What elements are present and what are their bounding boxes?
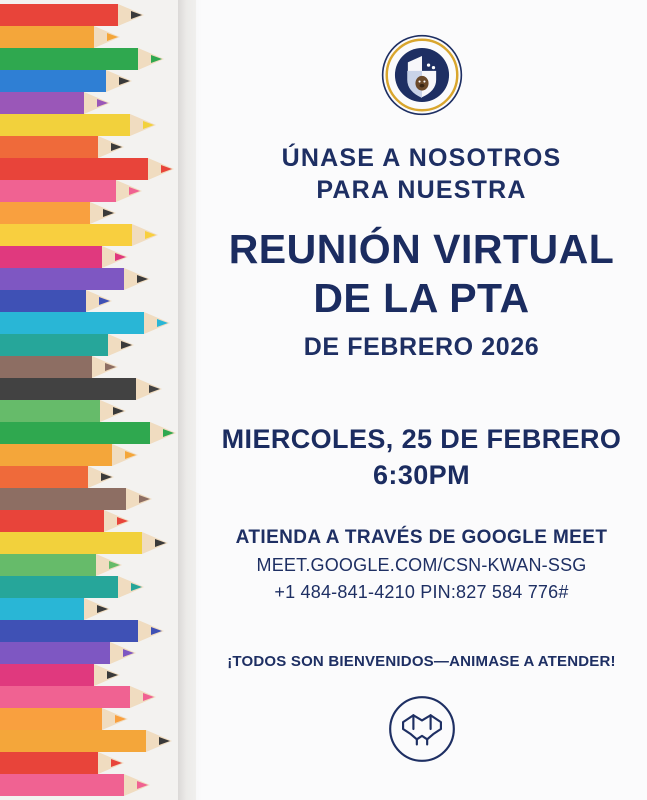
pencil [0,246,128,268]
pencil [0,774,150,796]
pencil [0,4,144,26]
pencil-barrel [0,422,150,444]
pencil-tip [131,11,142,19]
attend-heading: ATIENDA A TRAVÉS DE GOOGLE MEET [235,526,608,548]
pencil [0,598,110,620]
colored-pencils-image [0,0,196,800]
pencil [0,48,164,70]
pencil-barrel [0,752,98,774]
pencil-tip [143,121,154,129]
pencil [0,752,124,774]
pencil [0,510,130,532]
pencil [0,576,144,598]
pencil [0,202,116,224]
pencil-barrel [0,180,116,202]
pencil-barrel [0,114,130,136]
pencil [0,686,156,708]
pencil-tip [139,495,150,503]
pencil-barrel [0,246,102,268]
pencil-barrel [0,466,88,488]
pencil [0,334,134,356]
pencil [0,180,142,202]
pencil-tip [117,517,128,525]
pencil-tip [123,649,134,657]
pencil-tip [149,385,160,393]
pencil [0,92,110,114]
headline-line-2: DE LA PTA [313,274,530,321]
pencil [0,224,158,246]
pencil-tip [97,99,108,107]
pencil-barrel [0,290,86,312]
pencil [0,356,118,378]
pencil-tip [131,583,142,591]
pencil-barrel [0,686,130,708]
pencil-barrel [0,26,94,48]
pencil-barrel [0,70,106,92]
pencil-barrel [0,444,112,466]
pencil-tip [121,341,132,349]
pencil-tip [113,407,124,415]
school-crest-icon [381,34,463,116]
pencil [0,642,136,664]
pencil [0,312,170,334]
pencil-tip [163,429,174,437]
pencil-barrel [0,598,84,620]
pencil-barrel [0,312,144,334]
pencil [0,620,164,642]
headline-line-1: REUNIÓN VIRTUAL [228,226,615,272]
pencil-tip [111,759,122,767]
meeting-time: 6:30PM [373,459,470,490]
pencil-tip [129,187,140,195]
pencil-tip [109,561,120,569]
pencil-tip [143,693,154,701]
pencil-barrel [0,202,90,224]
pencil-tip [107,671,118,679]
intro-text [196,142,647,206]
pencil-barrel [0,268,124,290]
pencil-tip [145,231,156,239]
pencil [0,488,152,510]
pencil-tip [159,737,170,745]
pencil [0,444,138,466]
pencil [0,70,132,92]
pencil-barrel [0,620,138,642]
pencil-tip [125,451,136,459]
pencil-tip [107,33,118,41]
pencil [0,26,120,48]
pencil [0,422,176,444]
pencil-barrel [0,642,110,664]
pencil-barrel [0,774,124,796]
pencil-barrel [0,510,104,532]
pencil-barrel [0,356,92,378]
pencil-barrel [0,400,100,422]
meet-link[interactable]: MEET.GOOGLE.COM/CSN-KWAN-SSG [256,554,587,575]
pencil-tip [99,297,110,305]
pencil-barrel [0,730,146,752]
pencil [0,378,162,400]
welcome-note: ¡TODOS SON BIENVENIDOS—ANIMASE A ATENDER! [227,652,616,670]
pencil-barrel [0,576,118,598]
handshake-icon [379,686,465,772]
pencil-tip [157,319,168,327]
pencil-barrel [0,48,138,70]
pencil [0,268,150,290]
pencil-tip [101,473,112,481]
pencil-barrel [0,708,102,730]
pencil-tip [97,605,108,613]
pencil-barrel [0,664,94,686]
pencil-tip [103,209,114,217]
pencil [0,158,174,180]
pencil-barrel [0,136,98,158]
pencil [0,466,114,488]
pencil-tip [137,781,148,789]
pencil-tip [111,143,122,151]
pencil [0,664,120,686]
poster-content [196,0,647,800]
pencil-tip [151,55,162,63]
pencil-barrel [0,224,132,246]
pencil [0,532,168,554]
pencil-barrel [0,158,148,180]
pencil-barrel [0,554,96,576]
pencil [0,730,172,752]
pencil-barrel [0,4,118,26]
pencil-tip [151,627,162,635]
pencil [0,400,126,422]
intro-line-1: ÚNASE A NOSOTROS [281,144,562,172]
pencil-barrel [0,488,126,510]
intro-line-2: PARA NUESTRA [316,176,527,204]
meeting-date: MIERCOLES, 25 DE FEBRERO [221,424,622,455]
pencil-barrel [0,334,108,356]
pencil [0,554,122,576]
school-logo [196,34,647,116]
pencil-tip [105,363,116,371]
pencil-barrel [0,532,142,554]
pencil-tip [119,77,130,85]
pencil-tip [115,253,126,261]
sub-date: DE FEBRERO 2026 [303,333,540,362]
handshake-badge [196,686,647,772]
pencil [0,136,124,158]
dial-in-phone[interactable]: +1 484-841-4210 PIN:827 584 776# [274,581,569,602]
pencil-tip [155,539,166,547]
pencil [0,114,156,136]
pencil [0,708,128,730]
pencil [0,290,112,312]
pencil-barrel [0,92,84,114]
pencil-tip [137,275,148,283]
pencil-tip [115,715,126,723]
pencil-barrel [0,378,136,400]
pencil-tip [161,165,172,173]
